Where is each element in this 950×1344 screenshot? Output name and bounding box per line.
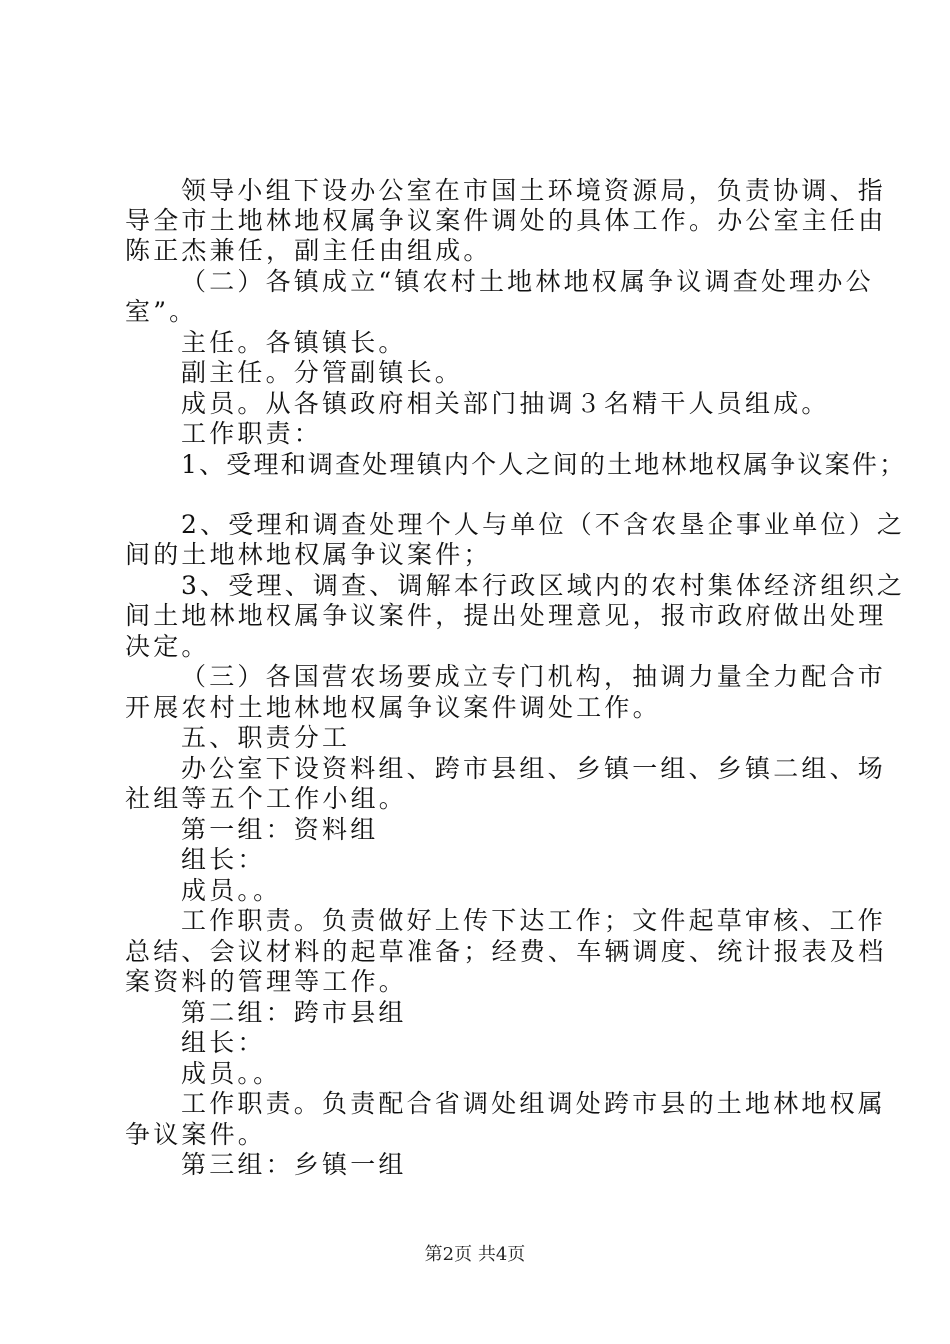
paragraph-line: （二）各镇成立“镇农村土地林地权属争议调查处理办公 — [181, 267, 874, 296]
paragraph-line: 3、受理、调查、调解本行政区域内的农村集体经济组织之 — [181, 571, 906, 600]
paragraph-line: 争议案件。 — [125, 1120, 267, 1149]
group-heading: 第三组：乡镇一组 — [181, 1150, 407, 1179]
paragraph-line: 成员。从各镇政府相关部门抽调３名精干人员组成。 — [181, 389, 830, 418]
group-heading: 第一组：资料组 — [181, 815, 379, 844]
paragraph-line: 间土地林地权属争议案件，提出处理意见，报市政府做出处理 — [125, 601, 887, 630]
paragraph-line: 总结、会议材料的起草准备；经费、车辆调度、统计报表及档 — [125, 937, 887, 966]
paragraph-line: 1、受理和调查处理镇内个人之间的土地林地权属争议案件； — [181, 450, 907, 479]
paragraph-line: 组长： — [181, 845, 266, 874]
paragraph-line: 开展农村土地林地权属争议案件调处工作。 — [125, 693, 661, 722]
paragraph-line: 组长： — [181, 1028, 266, 1057]
paragraph-line: 社组等五个工作小组。 — [125, 784, 408, 813]
paragraph-line: 室”。 — [125, 297, 198, 326]
paragraph-line: 工作职责： — [181, 419, 323, 448]
section-heading: 五、职责分工 — [181, 723, 351, 752]
paragraph-line: 导全市土地林地权属争议案件调处的具体工作。办公室主任由 — [125, 206, 887, 235]
paragraph-line: 案资料的管理等工作。 — [125, 967, 408, 996]
paragraph-line: 工作职责。负责做好上传下达工作；文件起草审核、工作 — [181, 906, 887, 935]
paragraph-line: 决定。 — [125, 632, 210, 661]
paragraph-line: 成员。。 — [181, 1059, 282, 1088]
paragraph-line: 间的土地林地权属争议案件； — [125, 540, 492, 569]
paragraph-line: 工作职责。负责配合省调处组调处跨市县的土地林地权属 — [181, 1089, 887, 1118]
paragraph-line: 办公室下设资料组、跨市县组、乡镇一组、乡镇二组、场 — [181, 754, 887, 783]
page-footer: 第2页 共4页 — [424, 1244, 526, 1265]
paragraph-line: 领导小组下设办公室在市国土环境资源局，负责协调、指 — [181, 176, 887, 205]
paragraph-line: 陈正杰兼任，副主任由组成。 — [125, 236, 492, 265]
paragraph-line: （三）各国营农场要成立专门机构，抽调力量全力配合市 — [181, 662, 887, 691]
paragraph-line: 2、受理和调查处理个人与单位（不含农垦企事业单位）之 — [181, 510, 906, 539]
paragraph-line: 副主任。分管副镇长。 — [181, 358, 464, 387]
paragraph-line: 主任。各镇镇长。 — [181, 328, 407, 357]
group-heading: 第二组：跨市县组 — [181, 998, 407, 1027]
paragraph-line: 成员。。 — [181, 876, 282, 905]
